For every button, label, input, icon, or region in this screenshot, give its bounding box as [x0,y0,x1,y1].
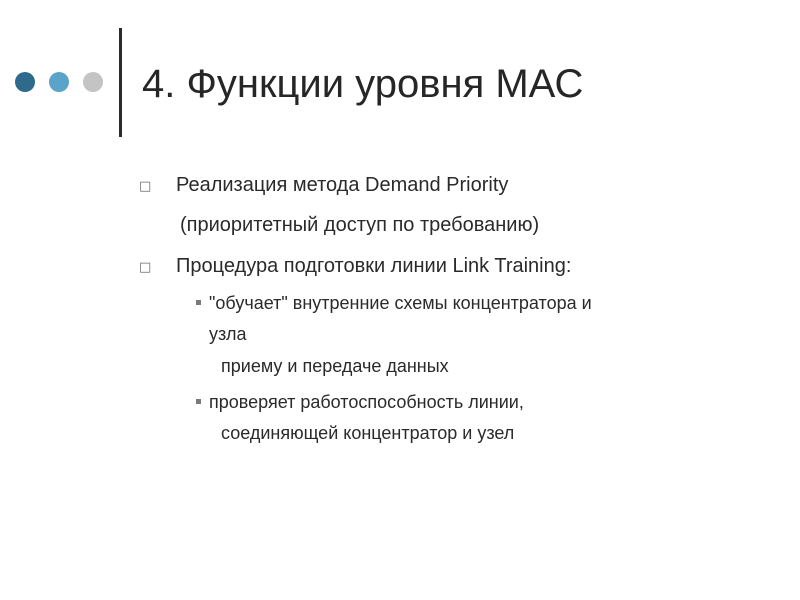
bullet-marker-icon: □ [139,260,152,275]
sub-bullet-text: узла [209,324,247,344]
bullet-text: Реализация метода Demand Priority [176,174,509,196]
sub-bullet-text: приему и передаче данных [221,356,449,376]
bullet-marker-icon: □ [139,179,152,194]
sub-bullet-text: проверяет работоспособность линии, [209,392,524,412]
sub-bullet-text: "обучает" внутренние схемы концентратора и [209,293,592,313]
bullet-text: Процедура подготовки линии Link Training: [176,255,572,277]
sub-bullet-marker-icon [196,399,201,404]
sub-bullet-marker-icon [196,300,201,305]
sub-bullet-text: соединяющей концентратор и узел [221,423,515,443]
bullet-continuation-text: (приоритетный доступ по требованию) [180,214,540,236]
slide-title: 4. Функции уровня МАС [142,62,584,106]
